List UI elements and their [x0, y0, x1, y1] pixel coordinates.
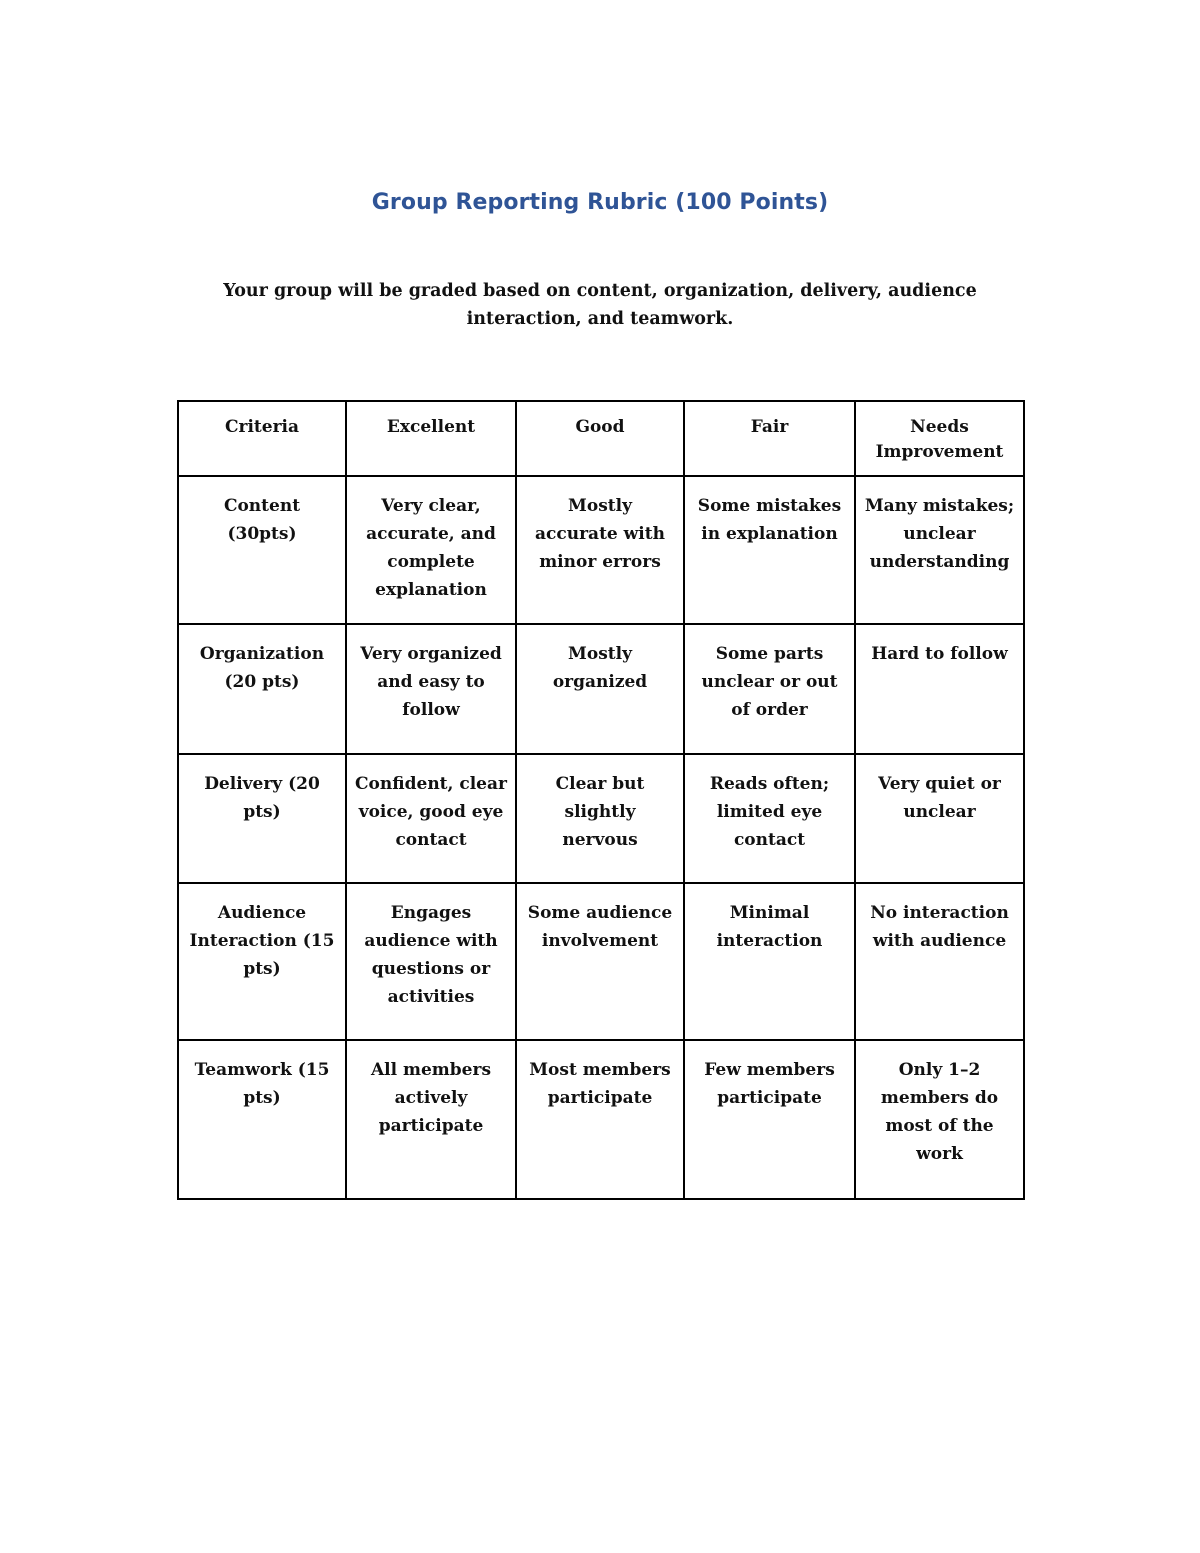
rubric-table	[177, 400, 1025, 1200]
table-cell: Engages audience with questions or activities	[346, 883, 516, 1040]
table-cell: Some audience involvement	[516, 883, 684, 1040]
criteria-cell: Content (30pts)	[178, 476, 346, 624]
table-header-row	[178, 401, 1024, 476]
table-cell: Mostly accurate with minor errors	[516, 476, 684, 624]
table-cell: Only 1–2 members do most of the work	[855, 1040, 1024, 1199]
table-row	[178, 754, 1024, 883]
table-cell: Clear but slightly nervous	[516, 754, 684, 883]
table-cell: Reads often; limited eye contact	[684, 754, 855, 883]
table-cell: Many mistakes; unclear understanding	[855, 476, 1024, 624]
page-title: Group Reporting Rubric (100 Points)	[371, 190, 829, 215]
table-cell: Hard to follow	[855, 624, 1024, 754]
table-cell: Confident, clear voice, good eye contact	[346, 754, 516, 883]
table-cell: All members actively participate	[346, 1040, 516, 1199]
table-cell: Mostly organized	[516, 624, 684, 754]
criteria-cell: Audience Interaction (15 pts)	[178, 883, 346, 1040]
table-cell: Most members participate	[516, 1040, 684, 1199]
table-row	[178, 476, 1024, 624]
table-cell: Very organized and easy to follow	[346, 624, 516, 754]
criteria-cell: Teamwork (15 pts)	[178, 1040, 346, 1199]
table-cell: No interaction with audience	[855, 883, 1024, 1040]
header-cell-needs-improvement: Needs Improvement	[855, 401, 1024, 476]
header-cell-excellent: Excellent	[346, 401, 516, 476]
table-row	[178, 624, 1024, 754]
table-row	[178, 1040, 1024, 1199]
table-cell: Very quiet or unclear	[855, 754, 1024, 883]
criteria-cell: Delivery (20 pts)	[178, 754, 346, 883]
header-cell-fair: Fair	[684, 401, 855, 476]
table-cell: Very clear, accurate, and complete explanation	[346, 476, 516, 624]
table-cell: Some parts unclear or out of order	[684, 624, 855, 754]
table-cell: Minimal interaction	[684, 883, 855, 1040]
header-cell-criteria: Criteria	[178, 401, 346, 476]
intro-paragraph: Your group will be graded based on content, organization, delivery, audience interaction, and teamwork.	[223, 281, 977, 329]
table-cell: Few members participate	[684, 1040, 855, 1199]
table-cell: Some mistakes in explanation	[684, 476, 855, 624]
table-row	[178, 883, 1024, 1040]
criteria-cell: Organization (20 pts)	[178, 624, 346, 754]
header-cell-good: Good	[516, 401, 684, 476]
